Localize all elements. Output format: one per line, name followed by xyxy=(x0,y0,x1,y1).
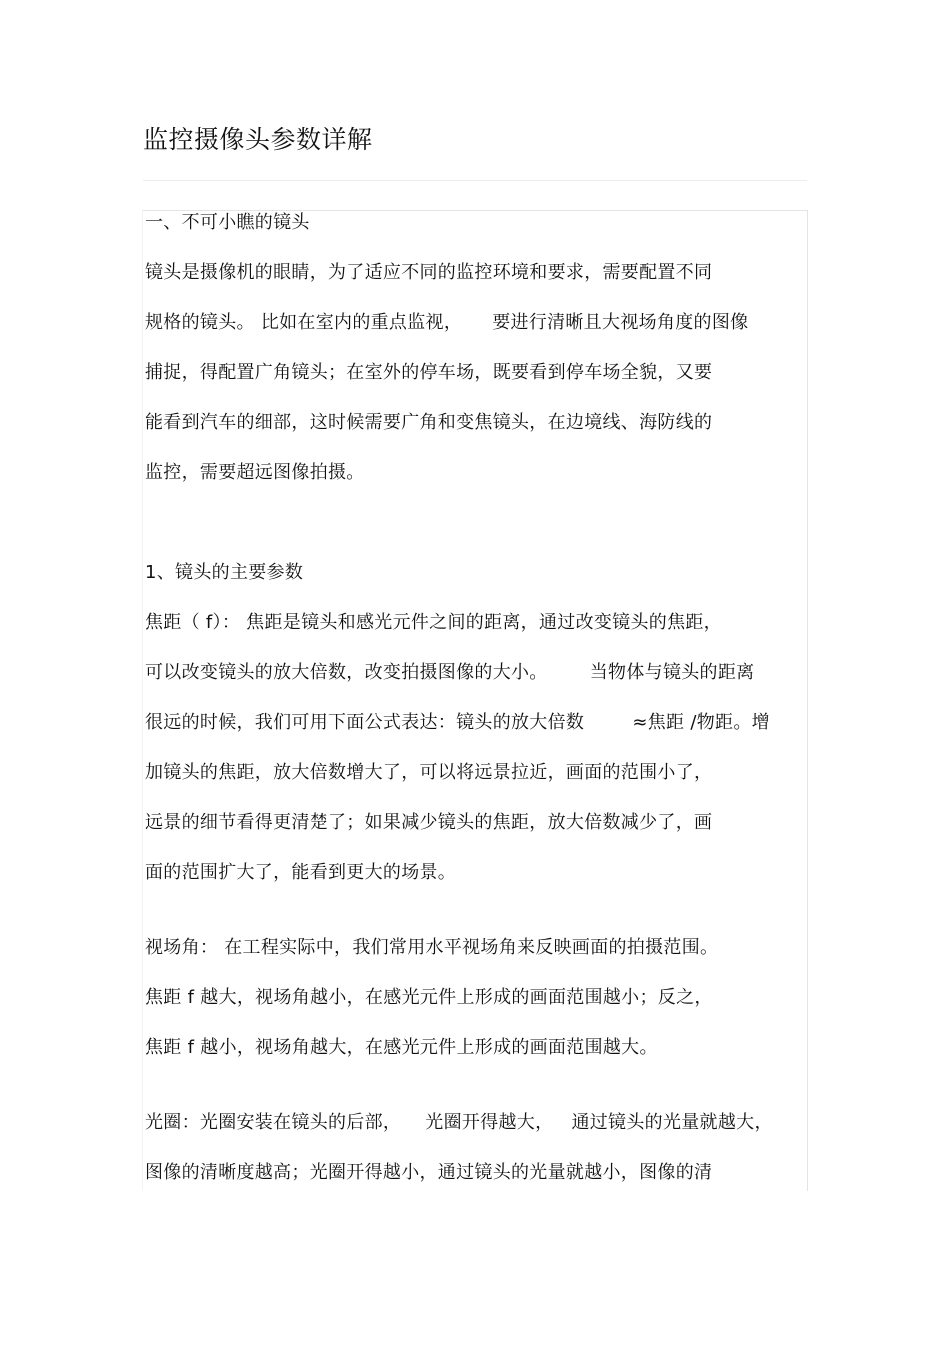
paragraph-line: 规格的镜头。 比如在室内的重点监视， 要进行清晰且大视场角度的图像 xyxy=(145,312,749,333)
page-title: 监控摄像头参数详解 xyxy=(143,125,373,154)
paragraph-line: 焦距（ f）： 焦距是镜头和感光元件之间的距离，通过改变镜头的焦距， xyxy=(145,612,722,633)
paragraph-line: 面的范围扩大了，能看到更大的场景。 xyxy=(145,862,457,883)
paragraph-line: 可以改变镜头的放大倍数，改变拍摄图像的大小。 当物体与镜头的距离 xyxy=(145,662,755,683)
paragraph-line: 远景的细节看得更清楚了；如果减少镜头的焦距，放大倍数减少了，画 xyxy=(145,812,713,833)
paragraph-line: 视场角： 在工程实际中，我们常用水平视场角来反映画面的拍摄范围。 xyxy=(145,937,719,958)
paragraph-line: 监控，需要超远图像拍摄。 xyxy=(145,462,365,483)
paragraph-line: 图像的清晰度越高；光圈开得越小，通过镜头的光量就越小，图像的清 xyxy=(145,1162,713,1183)
section-heading: 一、不可小瞧的镜头 xyxy=(145,212,310,233)
paragraph-line: 镜头是摄像机的眼睛，为了适应不同的监控环境和要求，需要配置不同 xyxy=(145,262,713,283)
paragraph-line: 焦距 f 越大，视场角越小，在感光元件上形成的画面范围越小；反之， xyxy=(145,987,713,1008)
paragraph-line: 光圈：光圈安装在镜头的后部， 光圈开得越大， 通过镜头的光量就越大， xyxy=(145,1112,773,1133)
paragraph-line: 焦距 f 越小，视场角越大，在感光元件上形成的画面范围越大。 xyxy=(145,1037,658,1058)
article-body xyxy=(142,210,808,1191)
paragraph-line: 捕捉，得配置广角镜头；在室外的停车场，既要看到停车场全貌，又要 xyxy=(145,362,713,383)
paragraph-line: 加镜头的焦距，放大倍数增大了，可以将远景拉近，画面的范围小了， xyxy=(145,762,713,783)
title-divider xyxy=(143,180,807,181)
paragraph-line: 很远的时候，我们可用下面公式表达：镜头的放大倍数 ≈焦距 /物距。增 xyxy=(145,712,770,733)
paragraph-line: 能看到汽车的细部，这时候需要广角和变焦镜头，在边境线、海防线的 xyxy=(145,412,713,433)
subsection-heading: 1、镜头的主要参数 xyxy=(145,562,304,583)
